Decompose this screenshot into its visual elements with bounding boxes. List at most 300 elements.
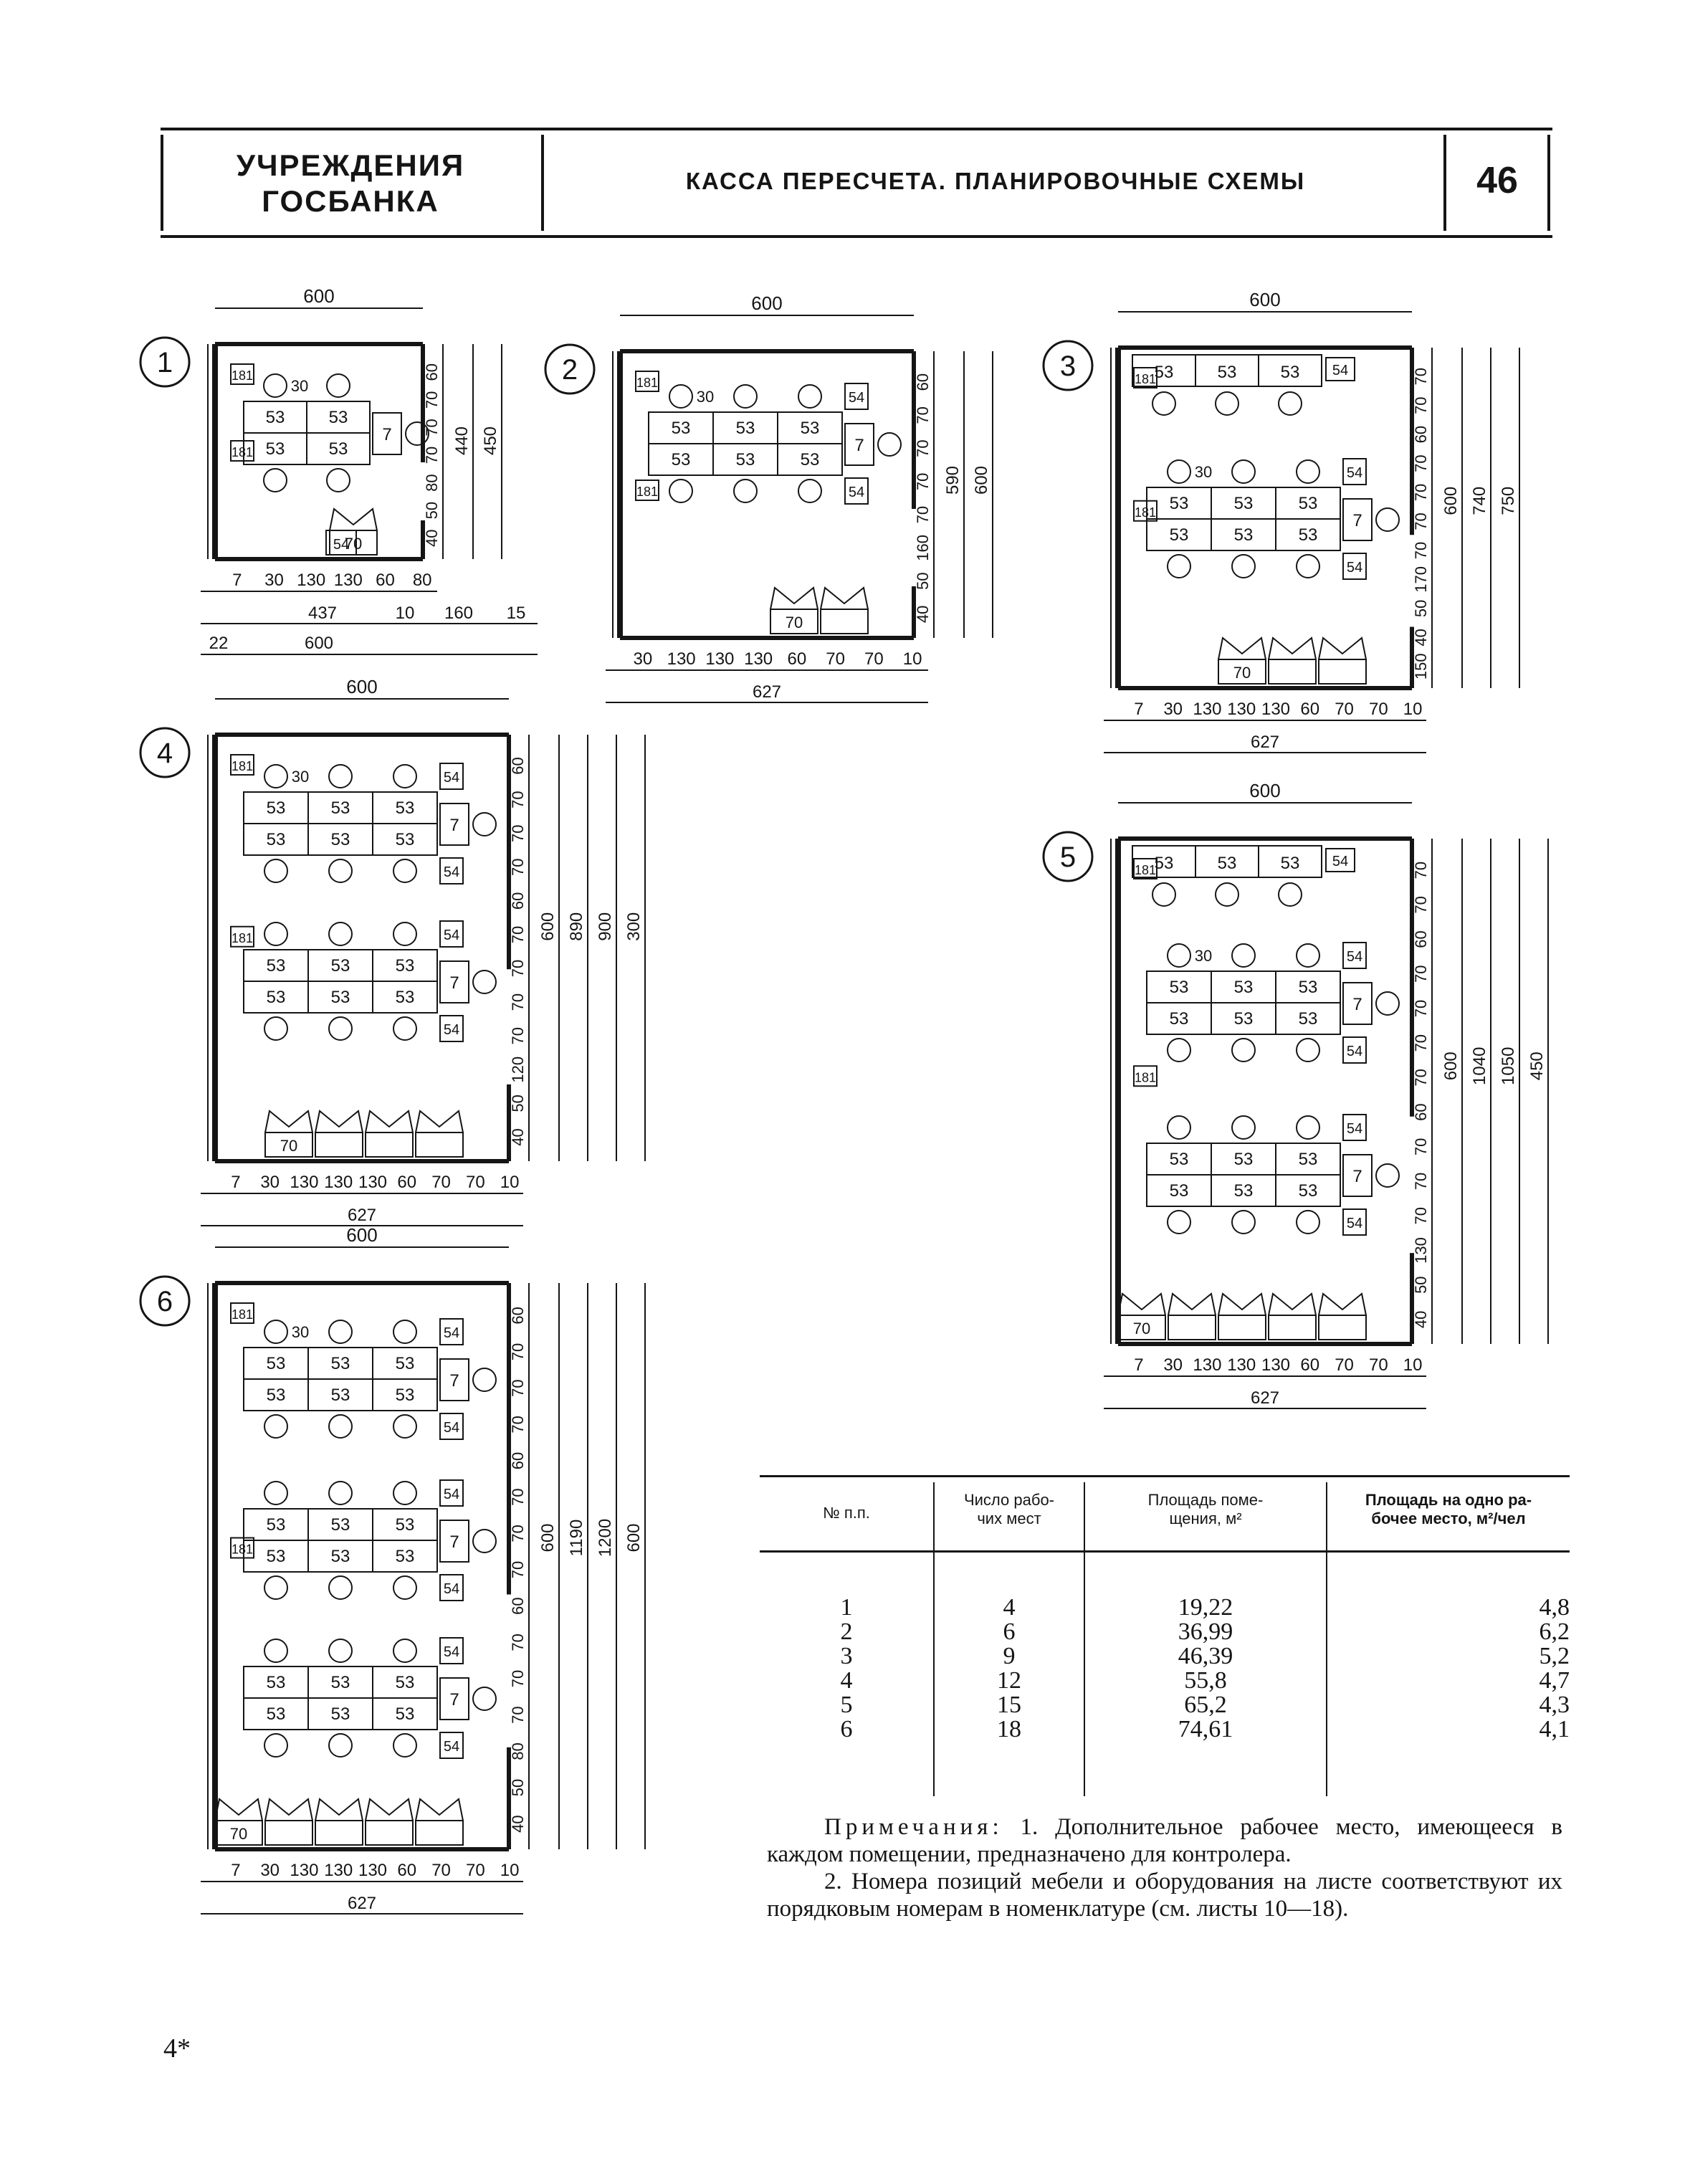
chair	[1297, 1211, 1319, 1234]
chair	[1232, 555, 1255, 578]
chair	[1216, 392, 1238, 415]
dim-bottom-label: 130	[744, 649, 773, 669]
dim-bottom-label: 70	[431, 1861, 451, 1880]
dim-bottom-label: 130	[1261, 700, 1291, 719]
dim-bottom-label: 130	[290, 1173, 319, 1192]
chair	[1232, 1211, 1255, 1234]
dim-right-label: 130	[1412, 1237, 1430, 1264]
chair	[1168, 555, 1190, 578]
controller-desk-label: 7	[449, 1371, 459, 1391]
cabinet-label: 54	[1346, 1121, 1363, 1137]
work-table-label: 53	[330, 830, 350, 849]
rack-label: 181	[1134, 505, 1157, 520]
dim-bottom-label: 30	[1163, 1355, 1183, 1375]
dim-right-label: 70	[1412, 1207, 1430, 1225]
dim-bottom3-label: 22	[209, 634, 229, 653]
rack-label: 181	[636, 376, 659, 390]
chair	[1376, 1164, 1399, 1187]
work-table-label: 53	[1233, 1181, 1254, 1201]
rack-label: 181	[636, 485, 659, 499]
dim-bottom-label: 60	[397, 1173, 417, 1192]
safe-door-swing	[1319, 638, 1366, 659]
dim-bottom-label: 70	[1335, 700, 1354, 719]
dim-bottom-label: 70	[431, 1173, 451, 1192]
work-table-label: 53	[395, 1354, 415, 1373]
chair	[1297, 460, 1319, 483]
dim-total-label: 1050	[1499, 1046, 1518, 1085]
plan-number: 4	[156, 738, 173, 769]
chair	[1232, 1116, 1255, 1139]
rack-label: 181	[231, 445, 254, 459]
safe-box	[1218, 1315, 1266, 1340]
work-table-label: 53	[1233, 1150, 1254, 1169]
note-1-text: 1. Дополнительное рабочее место, имеющееся в каждом помещении, предназначено для контролера.	[767, 1814, 1562, 1867]
dim-bottom-label: 30	[633, 649, 653, 669]
dim-right-label: 80	[509, 1742, 527, 1760]
safe-box	[315, 1132, 363, 1157]
chair-label: 30	[1194, 947, 1213, 965]
safe-door-swing	[366, 1111, 413, 1132]
work-table-label: 53	[330, 1386, 350, 1405]
cabinet-label: 54	[848, 485, 865, 500]
cabinet-label: 54	[443, 1420, 460, 1436]
dim-bottom-label: 130	[1193, 1355, 1222, 1375]
work-table-label: 53	[1298, 1150, 1318, 1169]
chair	[329, 859, 352, 882]
dim-total-label: 900	[596, 912, 615, 941]
dim-right-label: 120	[509, 1056, 527, 1083]
dim-total-label: 600	[1441, 1052, 1461, 1081]
dim-right-label: 70	[509, 993, 527, 1011]
work-table-label: 53	[1217, 854, 1237, 873]
safe-box	[315, 1821, 363, 1845]
plan-number: 1	[156, 347, 173, 378]
dim-bottom-label: 70	[465, 1861, 485, 1880]
dim-bottom-label: 130	[333, 571, 363, 590]
safe-door-swing	[366, 1799, 413, 1821]
dim-right-label: 70	[509, 959, 527, 978]
chair	[1168, 460, 1190, 483]
cabinet-label: 54	[443, 1581, 460, 1597]
controller-desk-label: 7	[449, 816, 459, 835]
chair	[1376, 508, 1399, 531]
dim-bottom-label: 130	[667, 649, 696, 669]
dim-right-label: 70	[509, 1525, 527, 1542]
safe-box	[366, 1132, 413, 1157]
note-1	[767, 1813, 1562, 1868]
safe-door-swing	[1218, 1294, 1266, 1315]
safe-door-swing	[215, 1799, 262, 1821]
dim-top-label: 600	[303, 285, 335, 307]
dim-top-label: 600	[346, 1224, 378, 1246]
rack-label: 181	[1134, 1070, 1157, 1085]
chair	[264, 1415, 287, 1438]
cabinet-label: 54	[443, 1022, 460, 1038]
cabinet-label: 54	[1346, 1216, 1363, 1231]
work-table-label: 53	[395, 1515, 415, 1535]
safe-box	[821, 609, 868, 634]
dim-bottom-label: 130	[324, 1861, 353, 1880]
safe-box	[416, 1821, 463, 1845]
dim-bottom-label: 60	[1300, 1355, 1320, 1375]
table-header-cell: № п.п.	[823, 1504, 870, 1522]
safe-box	[366, 1821, 413, 1845]
safe-door-swing	[821, 588, 868, 609]
dim-right-label: 70	[1412, 512, 1430, 530]
dim-bottom-label: 130	[1193, 700, 1222, 719]
rack-label: 181	[231, 368, 254, 383]
safe-door-swing	[1269, 638, 1316, 659]
work-table-label: 53	[266, 1386, 286, 1405]
dim-bottom2-label: 160	[444, 604, 474, 623]
plan-number: 6	[156, 1286, 173, 1317]
chair	[734, 385, 757, 408]
table-header-rule	[760, 1550, 1570, 1553]
safe-door-swing	[416, 1799, 463, 1821]
chair	[473, 971, 496, 993]
dim-total-label: 1200	[596, 1518, 615, 1558]
cabinet-label: 54	[1346, 949, 1363, 965]
dim-total-label: 1040	[1470, 1046, 1489, 1085]
table-column-area-per-place: 4,8 6,2 5,2 4,7 4,3 4,1	[1539, 1594, 1570, 1742]
chair	[1297, 944, 1319, 967]
dim-right-label: 70	[1412, 1172, 1430, 1191]
work-table-label: 53	[266, 956, 286, 976]
dim-bottom-label: 130	[358, 1173, 388, 1192]
safe-box	[416, 1132, 463, 1157]
work-table-label: 53	[1280, 854, 1300, 873]
safe-door-swing	[315, 1799, 363, 1821]
plan-number: 2	[561, 354, 578, 386]
chair	[669, 480, 692, 502]
work-table-label: 53	[1169, 978, 1189, 997]
dim-right-label: 70	[509, 1488, 527, 1506]
controller-desk-label: 7	[854, 436, 864, 455]
dim-bottom-label: 30	[260, 1861, 280, 1880]
safe-box	[1319, 659, 1366, 684]
chair	[264, 1320, 287, 1343]
dim-right-label: 60	[423, 363, 441, 381]
work-table-label: 53	[330, 1673, 350, 1692]
chair	[264, 1576, 287, 1599]
dim-total-label: 890	[567, 912, 586, 941]
table-col-divider	[1326, 1482, 1327, 1796]
chair	[1152, 883, 1175, 906]
table-header-cell: Число рабо- чих мест	[963, 1491, 1055, 1527]
dim-right-label: 60	[1412, 930, 1430, 948]
work-table-label: 53	[800, 450, 820, 469]
dim-total-bottom-label: 627	[347, 1894, 377, 1913]
dim-bottom-label: 30	[1163, 700, 1183, 719]
safe-door-swing	[315, 1111, 363, 1132]
dim-total-bottom-label: 627	[1250, 1388, 1280, 1408]
chair-label: 30	[290, 377, 309, 395]
dim-bottom-label: 70	[1335, 1355, 1354, 1375]
controller-desk-label: 7	[382, 425, 392, 444]
chair	[1152, 392, 1175, 415]
dim-right-label: 60	[509, 892, 527, 910]
chair-label: 30	[291, 1323, 310, 1341]
work-table-label: 53	[671, 450, 691, 469]
chair	[1279, 883, 1302, 906]
work-table-label: 53	[1280, 363, 1300, 382]
dim-right-label: 60	[509, 757, 527, 775]
rack-label: 181	[231, 930, 254, 945]
cabinet-label: 54	[443, 1487, 460, 1502]
dim-right-label: 60	[1412, 425, 1430, 444]
dim-bottom-label: 130	[1227, 700, 1256, 719]
work-table-label: 53	[1298, 494, 1318, 513]
work-table-label: 53	[1169, 1150, 1189, 1169]
work-table-label: 53	[1298, 978, 1318, 997]
safe-box	[1168, 1315, 1216, 1340]
dim-right-label: 70	[509, 1560, 527, 1579]
dim-top-label: 600	[751, 292, 783, 314]
plan-2	[545, 292, 993, 702]
cabinet-label: 54	[1332, 363, 1349, 378]
controller-desk-label: 7	[449, 1532, 459, 1552]
dim-right-label: 70	[509, 1343, 527, 1361]
dim-right-label: 50	[914, 572, 932, 590]
dim-total-bottom-label: 627	[752, 682, 782, 702]
dim-right-label: 70	[509, 791, 527, 809]
dim-right-label: 40	[509, 1815, 527, 1833]
chair	[393, 922, 416, 945]
dim-right-label: 70	[1412, 454, 1430, 472]
work-table-label: 53	[1169, 494, 1189, 513]
dim-right-label: 70	[509, 1634, 527, 1651]
dim-total-label: 740	[1470, 486, 1489, 515]
cabinet-label: 54	[443, 1325, 460, 1341]
chair	[264, 1482, 287, 1505]
dim-total-bottom-label: 627	[347, 1206, 377, 1225]
safe-door-swing	[265, 1111, 312, 1132]
chair	[393, 1320, 416, 1343]
work-table-label: 53	[266, 798, 286, 818]
dim-right-label: 70	[1412, 396, 1430, 414]
plan-6	[140, 1224, 645, 1914]
plan-3	[1044, 289, 1519, 753]
dim-right-label: 70	[1412, 541, 1430, 560]
dim-right-label: 60	[509, 1451, 527, 1470]
table-header-cell: Площадь поме- щения, м²	[1147, 1491, 1264, 1527]
work-table-label: 53	[330, 988, 350, 1007]
controller-desk-label: 7	[449, 1690, 459, 1709]
safe-box	[265, 1821, 312, 1845]
dim-bottom-label: 10	[902, 649, 922, 669]
work-table-label: 53	[735, 419, 755, 438]
work-table-label: 53	[265, 439, 285, 459]
chair	[393, 1734, 416, 1757]
dim-right-label: 50	[423, 501, 441, 520]
work-table-label: 53	[266, 988, 286, 1007]
dim-right-label: 60	[914, 373, 932, 391]
dim-right-label: 50	[509, 1778, 527, 1797]
dim-bottom3-label: 600	[304, 634, 334, 653]
chair	[1297, 1116, 1319, 1139]
work-table-label: 53	[1233, 978, 1254, 997]
work-table-label: 53	[1169, 1009, 1189, 1029]
chair	[1232, 1039, 1255, 1062]
dim-right-label: 70	[1412, 861, 1430, 879]
chair	[669, 385, 692, 408]
dim-right-label: 160	[914, 535, 932, 561]
cabinet-label: 54	[443, 1644, 460, 1660]
work-table-label: 53	[1233, 525, 1254, 545]
work-table-label: 53	[395, 798, 415, 818]
rack-label: 181	[231, 1542, 254, 1557]
dim-right-label: 70	[509, 1379, 527, 1397]
work-table-label: 53	[1154, 363, 1174, 382]
notes	[767, 1813, 1562, 1922]
cabinet-label: 54	[443, 928, 460, 943]
safe-door-swing	[265, 1799, 312, 1821]
chair-label: 30	[1194, 463, 1213, 481]
chair	[798, 480, 821, 502]
chair	[1297, 555, 1319, 578]
dim-total-label: 600	[538, 912, 558, 941]
chair	[329, 1576, 352, 1599]
dim-bottom-label: 70	[864, 649, 884, 669]
chair	[327, 374, 350, 397]
cabinet-label: 54	[1346, 1044, 1363, 1059]
chair	[329, 1734, 352, 1757]
work-table-label: 53	[1298, 1009, 1318, 1029]
table-top-rule	[760, 1475, 1570, 1477]
safe-label: 70	[344, 535, 363, 553]
dim-right-label: 70	[914, 406, 932, 424]
dim-right-label: 50	[509, 1095, 527, 1112]
safe-door-swing	[770, 588, 818, 609]
safe-label: 70	[280, 1137, 298, 1155]
dim-right-label: 70	[509, 1416, 527, 1434]
dim-bottom2-label: 10	[395, 604, 415, 623]
dim-right-label: 40	[509, 1128, 527, 1146]
work-table-label: 53	[1233, 1009, 1254, 1029]
cabinet-label: 54	[443, 1739, 460, 1755]
institution-title-line2: ГОСБАНКА	[262, 184, 439, 218]
safe-door-swing	[1218, 638, 1266, 659]
work-table-label: 53	[266, 1547, 286, 1566]
safe-box	[1269, 1315, 1316, 1340]
chair	[473, 813, 496, 836]
work-table-label: 53	[1154, 854, 1174, 873]
dim-right-label: 150	[1412, 653, 1430, 680]
table-column-room-area: 19,22 36,99 46,39 55,8 65,2 74,61	[1178, 1594, 1233, 1742]
safe-door-swing	[1269, 1294, 1316, 1315]
dim-bottom2-label: 15	[506, 604, 526, 623]
work-table-label: 53	[395, 830, 415, 849]
dim-bottom-label: 10	[1403, 700, 1423, 719]
dim-bottom2-label: 437	[307, 604, 338, 623]
rack-label: 181	[1134, 863, 1157, 877]
dim-right-label: 70	[509, 1026, 527, 1045]
dim-right-label: 50	[1412, 599, 1430, 618]
dim-total-label: 600	[538, 1523, 558, 1553]
chair	[1232, 460, 1255, 483]
chair	[1168, 1211, 1190, 1234]
work-table-label: 53	[1169, 525, 1189, 545]
page-footer-mark: 4*	[163, 2033, 191, 2064]
dim-bottom-label: 80	[412, 571, 432, 590]
chair	[1279, 392, 1302, 415]
dim-bottom-label: 130	[324, 1173, 353, 1192]
chair	[1168, 1039, 1190, 1062]
dim-total-label: 750	[1499, 486, 1518, 515]
plan-5	[1044, 780, 1548, 1408]
dim-bottom-label: 130	[290, 1861, 319, 1880]
dim-top-label: 600	[1249, 780, 1281, 801]
safe-label: 70	[229, 1825, 248, 1843]
dim-bottom-label: 7	[1134, 700, 1144, 719]
dim-right-label: 70	[423, 446, 441, 464]
dim-total-bottom-label: 627	[1250, 733, 1280, 752]
chair	[393, 1639, 416, 1662]
work-table-label: 53	[1169, 1181, 1189, 1201]
dim-bottom-label: 60	[376, 571, 395, 590]
dim-bottom-label: 10	[1403, 1355, 1423, 1375]
dim-bottom-label: 70	[1368, 700, 1388, 719]
dim-bottom-label: 130	[297, 571, 326, 590]
dim-right-label: 70	[1412, 1138, 1430, 1156]
sheet-number: 46	[1476, 160, 1518, 201]
chair	[329, 1482, 352, 1505]
chair	[329, 922, 352, 945]
chair	[264, 1017, 287, 1040]
chair	[264, 765, 287, 788]
summary-table	[760, 1475, 1570, 1796]
cabinet-label: 54	[443, 864, 460, 880]
chair	[393, 1482, 416, 1505]
safe-door-swing	[330, 509, 377, 530]
cabinet-label: 54	[848, 390, 865, 406]
work-table-label: 53	[266, 1673, 286, 1692]
dim-bottom-label: 7	[232, 571, 242, 590]
work-table-label: 53	[395, 1547, 415, 1566]
dim-right-label: 70	[423, 391, 441, 409]
rack-label: 181	[231, 1307, 254, 1322]
dim-right-label: 60	[1412, 1103, 1430, 1121]
dim-total-label: 450	[481, 426, 500, 456]
work-table-label: 53	[395, 956, 415, 976]
dim-total-label: 590	[943, 465, 963, 495]
notes-label: Примечания:	[824, 1814, 1003, 1840]
chair	[329, 1415, 352, 1438]
chair	[264, 374, 287, 397]
work-table-label: 53	[330, 798, 350, 818]
dim-right-label: 70	[1412, 1069, 1430, 1087]
cabinet-label: 54	[1346, 465, 1363, 481]
dim-right-label: 70	[509, 824, 527, 842]
dim-right-label: 70	[1412, 367, 1430, 386]
table-column-num: 1 2 3 4 5 6	[840, 1594, 853, 1742]
work-table-label: 53	[330, 1547, 350, 1566]
chair	[1376, 992, 1399, 1015]
chair	[473, 1530, 496, 1553]
work-table-label: 53	[395, 988, 415, 1007]
work-table-label: 53	[800, 419, 820, 438]
work-table-label: 53	[266, 1354, 286, 1373]
chair	[329, 1320, 352, 1343]
dim-right-label: 70	[1412, 965, 1430, 983]
chair	[1216, 883, 1238, 906]
work-table-label: 53	[330, 956, 350, 976]
plan-1	[140, 285, 538, 654]
chair	[878, 433, 901, 456]
dim-top-label: 600	[346, 676, 378, 697]
dim-bottom-label: 70	[826, 649, 845, 669]
dim-top-label: 600	[1249, 289, 1281, 310]
